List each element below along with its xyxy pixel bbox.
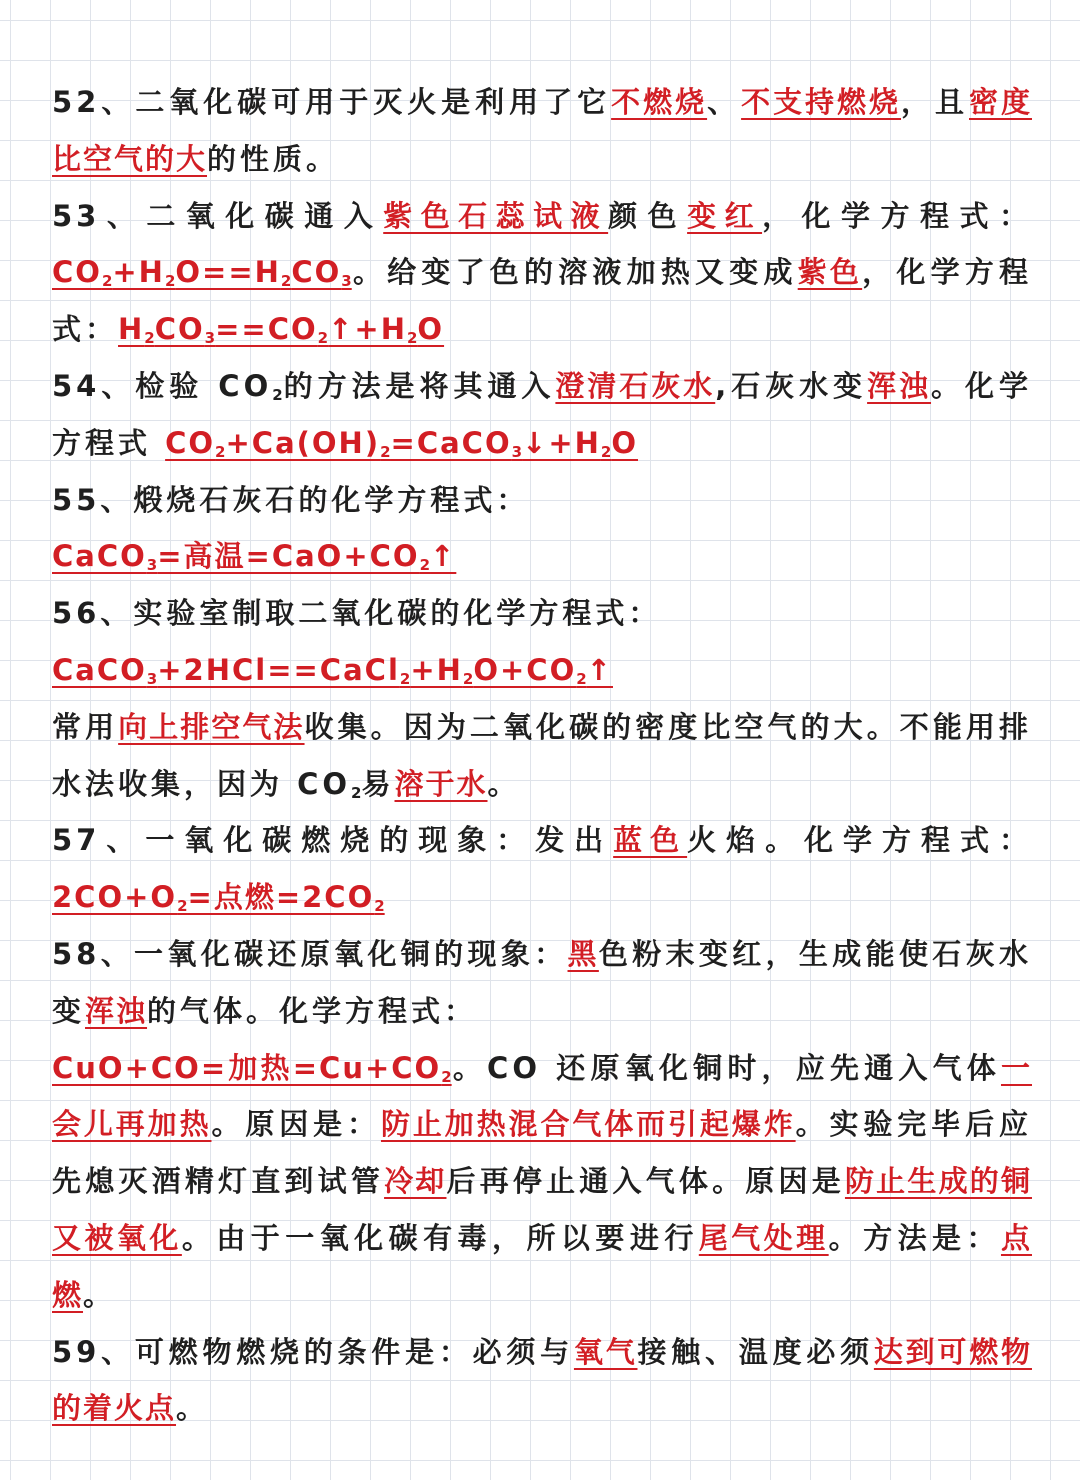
highlight-answer: 浑浊 bbox=[867, 368, 932, 403]
note-text: 55、煅烧石灰石的化学方程式： bbox=[52, 482, 530, 517]
note-text: 。原因是： bbox=[211, 1107, 381, 1142]
highlight-answer: 不燃烧 bbox=[611, 85, 708, 119]
note-text: ，化学方程式： bbox=[52, 255, 1032, 347]
note-text: 接触、温度必须 bbox=[637, 1334, 874, 1369]
highlight-answer: 紫色 bbox=[797, 255, 863, 290]
note-text: 。 bbox=[83, 1277, 117, 1312]
highlight-answer: 溶于水 bbox=[394, 766, 488, 801]
note-text: 。由于一氧化碳有毒，所以要进行 bbox=[181, 1220, 699, 1255]
item-53 bbox=[52, 188, 1032, 358]
highlight-answer: CuO+CO=加热$=Cu+CO_2$ bbox=[52, 1050, 452, 1086]
note-text: 。方法是： bbox=[828, 1220, 1001, 1255]
highlight-answer: 变红 bbox=[687, 198, 763, 233]
note-text: 火焰。化学方程式： bbox=[687, 823, 1032, 858]
notes-page bbox=[52, 74, 1032, 1437]
item-52 bbox=[52, 74, 1032, 188]
note-text: 的气体。化学方程式： bbox=[147, 993, 478, 1028]
highlight-answer: CaCO$_3$=高温$=CaO+CO_2↑$ bbox=[52, 539, 457, 575]
highlight-answer: 冷却 bbox=[384, 1164, 447, 1199]
highlight-answer: 一会儿再加热 bbox=[52, 1050, 1032, 1142]
highlight-answer: $CO_2+Ca(OH)_2=CaCO_3↓+H_2O$ bbox=[165, 425, 639, 461]
item-58 bbox=[52, 926, 1032, 1324]
note-text: 。 bbox=[176, 1391, 210, 1426]
note-text: 常用 bbox=[52, 709, 119, 744]
note-text: 。给变了色的溶液加热又变成 bbox=[351, 255, 798, 290]
note-text: 色粉末变红，生成能使石灰水变 bbox=[52, 936, 1032, 1028]
highlight-answer: $H_2CO_3==CO_2↑+H_2O$ bbox=[118, 312, 445, 348]
highlight-answer: 紫色石蕊试液 bbox=[383, 198, 609, 233]
note-text: 54、检验 $CO_2$的方法是将其通入 bbox=[52, 368, 556, 404]
note-text: 58、一氧化碳还原氧化铜的现象： bbox=[52, 936, 568, 971]
item-57 bbox=[52, 812, 1032, 926]
highlight-answer: 不支持燃烧 bbox=[741, 85, 902, 119]
note-text: 56、实验室制取二氧化碳的化学方程式： bbox=[52, 596, 662, 631]
note-text: 。实验完毕后应先熄灭酒精灯直到试管 bbox=[52, 1107, 1032, 1199]
note-text: ，且 bbox=[901, 85, 969, 119]
highlight-answer: 防止生成的铜又被氧化 bbox=[52, 1164, 1032, 1255]
note-text: 。化学方程式 bbox=[52, 368, 1032, 460]
highlight-answer: 黑 bbox=[567, 936, 599, 971]
highlight-answer: 向上排空气法 bbox=[118, 709, 305, 744]
item-56 bbox=[52, 585, 1032, 812]
note-text: 53、二氧化碳通入 bbox=[52, 198, 384, 233]
note-text: 收集。因为二氧化碳的密度比空气的大。不能用排水法收集，因为 $CO_2$易 bbox=[52, 709, 1032, 802]
highlight-answer: 澄清石灰水 bbox=[555, 368, 716, 403]
item-54 bbox=[52, 358, 1032, 472]
note-text: 。CO 还原氧化铜时，应先通入气体 bbox=[451, 1050, 1001, 1085]
highlight-answer: $CaCO_3+2HCl==CaCl_2+H_2O+CO_2↑$ bbox=[52, 652, 613, 688]
highlight-answer: 蓝色 bbox=[613, 823, 688, 858]
highlight-answer: 氧气 bbox=[573, 1334, 638, 1369]
note-text: 52、二氧化碳可用于灭火是利用了它 bbox=[52, 85, 612, 119]
highlight-answer: 密度比空气的大 bbox=[52, 85, 1032, 176]
note-text: 59、可燃物燃烧的条件是：必须与 bbox=[52, 1334, 574, 1369]
note-text: 、 bbox=[707, 85, 742, 119]
highlight-answer: $CO_2+H_2O==H_2CO_3$ bbox=[52, 255, 352, 291]
highlight-answer: 点燃 bbox=[52, 1220, 1032, 1312]
note-text: ,石灰水变 bbox=[715, 368, 868, 403]
note-text: 的性质。 bbox=[207, 141, 340, 176]
item-59 bbox=[52, 1324, 1032, 1438]
highlight-answer: 达到可燃物的着火点 bbox=[52, 1334, 1032, 1426]
highlight-answer: 尾气处理 bbox=[698, 1220, 829, 1255]
note-text: 。 bbox=[487, 766, 521, 801]
note-text: 57、一氧化碳燃烧的现象：发出 bbox=[52, 823, 614, 858]
note-text: 颜色 bbox=[608, 198, 688, 233]
highlight-answer: 浑浊 bbox=[85, 993, 148, 1028]
item-55 bbox=[52, 472, 1032, 586]
note-text: 后再停止通入气体。原因是 bbox=[446, 1164, 845, 1199]
highlight-answer: $2CO+O_2=$点燃$=2CO_2$ bbox=[52, 880, 385, 916]
highlight-answer: 防止加热混合气体而引起爆炸 bbox=[380, 1107, 796, 1142]
note-text: ，化学方程式： bbox=[762, 198, 1032, 233]
